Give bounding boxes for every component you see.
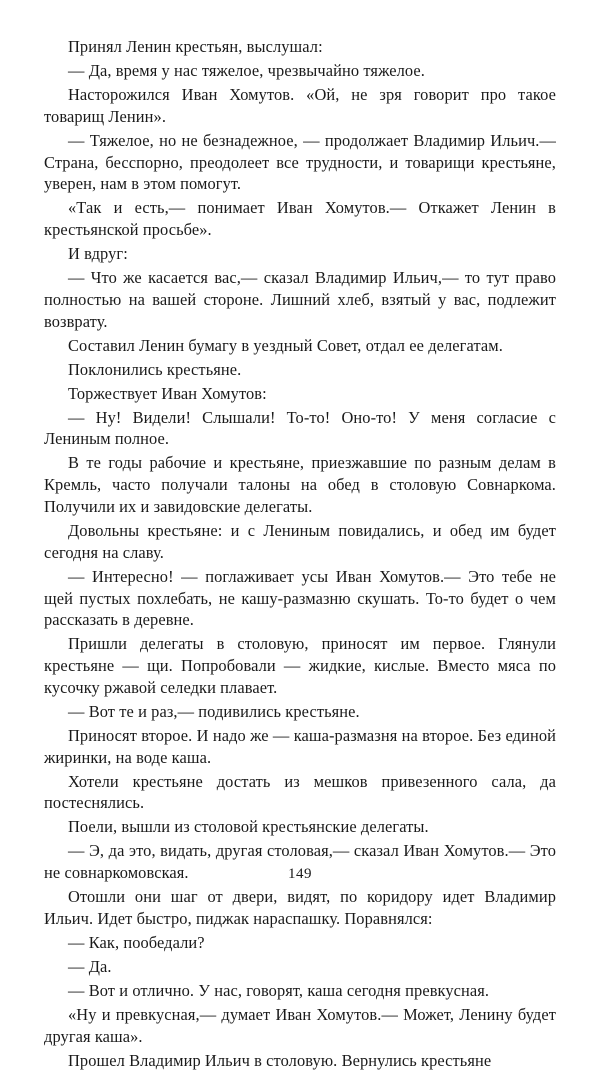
paragraph: «Ну и превкусная,— думает Иван Хомутов.— Может, Ленину будет другая каша». xyxy=(44,1004,556,1046)
paragraph: «Так и есть,— понимает Иван Хомутов.— Откажет Ленин в крестьянской просьбе». xyxy=(44,198,556,240)
paragraph: — Ну! Видели! Слышали! То-то! Оно-то! У меня согласие с Лениным полное. xyxy=(44,407,556,449)
paragraph: Торжествует Иван Хомутов: xyxy=(68,383,267,403)
page-number: 149 xyxy=(288,866,312,882)
paragraph: — Тяжелое, но не безнадежное, — продолжает Владимир Ильич.— Страна, бесспорно, преодолеет все трудности, и товарищи крестьяне, уверен, нам в этом помогут. xyxy=(44,130,556,194)
paragraph: Поклонились крестьяне. xyxy=(68,359,242,379)
paragraph: Насторожился Иван Хомутов. «Ой, не зря говорит про такое товарищ Ленин». xyxy=(44,84,556,126)
book-page xyxy=(44,36,556,1070)
paragraph: — Да. xyxy=(68,957,112,976)
paragraph: Принял Ленин крестьян, выслушал: xyxy=(68,37,323,56)
paragraph: — Как, пообедали? xyxy=(68,933,205,953)
paragraph: Приносят второе. И надо же — каша-размазня на второе. Без единой жиринки, на воде каша. xyxy=(44,725,556,767)
paragraph: Составил Ленин бумагу в уездный Совет, отдал ее делегатам. xyxy=(68,335,503,355)
paragraph: — Что же касается вас,— сказал Владимир Ильич,— то тут право полностью на вашей стороне. Лишний хлеб, взятый у вас, подлежит возврату. xyxy=(44,268,556,331)
paragraph: Довольны крестьяне: и с Лениным повидались, и обед им будет сегодня на славу. xyxy=(44,520,556,562)
paragraph: В те годы рабочие и крестьяне, приезжавшие по разным делам в Кремль, часто получали талоны на обед в столовую Совнаркома. Получили их и завидовские делегаты. xyxy=(44,453,556,516)
paragraph: Поели, вышли из столовой крестьянские делегаты. xyxy=(68,817,429,837)
paragraph: И вдруг: xyxy=(68,244,128,264)
paragraph: Пришли делегаты в столовую, приносят им первое. Глянули крестьяне — щи. Попробовали — жидкие, кислые. Вместо мяса по кусочку ржавой селедки плавает. xyxy=(44,634,556,697)
paragraph: — Вот и отлично. У нас, говорят, каша сегодня превкусная. xyxy=(68,980,490,1000)
paragraph: Отошли они шаг от двери, видят, по коридору идет Владимир Ильич. Идет быстро, пиджак нараспашку. Поравнялся: xyxy=(44,887,556,929)
page-text xyxy=(44,36,556,1072)
paragraph: — Да, время у нас тяжелое, чрезвычайно тяжелое. xyxy=(68,60,425,80)
paragraph: Хотели крестьяне достать из мешков привезенного сала, да постеснялись. xyxy=(44,771,556,813)
paragraph: — Э, да это, видать, другая столовая,— сказал Иван Хомутов.— Это не совнаркомовская. xyxy=(44,841,556,883)
paragraph: — Интересно! — поглаживает усы Иван Хомутов.— Это тебе не щей пустых похлебать, не кашу-размазню скушать. То-то будет о чем рассказать в деревне. xyxy=(44,566,556,630)
paragraph: — Вот те и раз,— подивились крестьяне. xyxy=(68,701,360,721)
paragraph: Прошел Владимир Ильич в столовую. Вернулись крестьяне xyxy=(68,1050,492,1070)
